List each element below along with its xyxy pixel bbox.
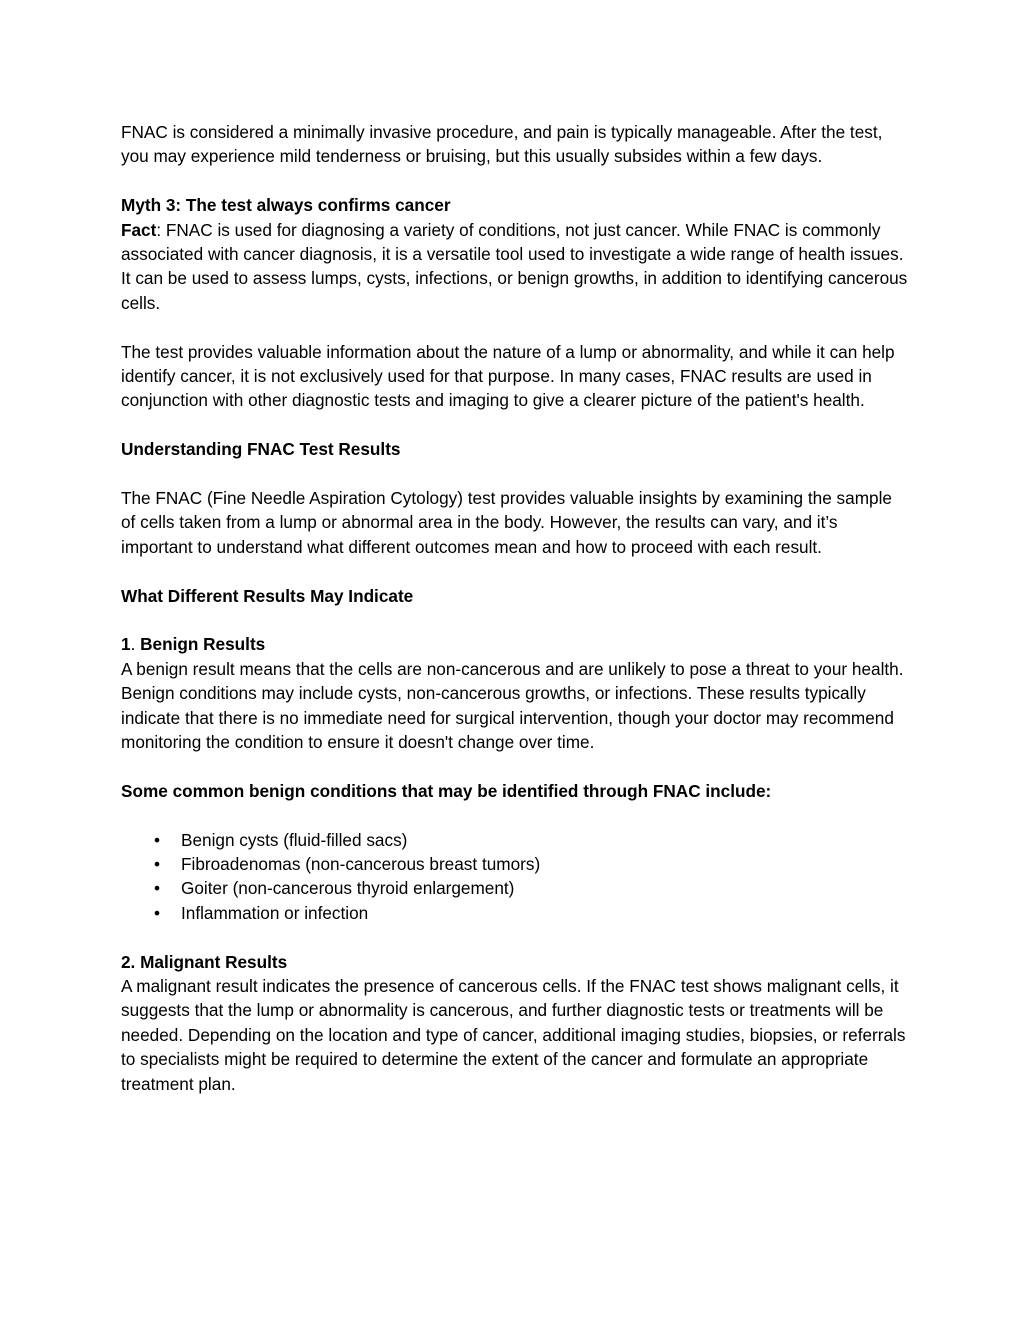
intro-paragraph: FNAC is considered a minimally invasive procedure, and pain is typically manageable. After the test, you may experience mild tenderness or bruising, but this usually subsides within a few days. (121, 122, 883, 167)
list-item: • Fibroadenomas (non-cancerous breast tumors) (181, 852, 911, 876)
malignant-title: 2. Malignant Results (121, 951, 288, 972)
malignant-text: A malignant result indicates the presence of cancerous cells. If the FNAC test shows malignant cells, it suggests that the lump or abnormality is cancerous, and further diagnostic tests or treatments will be needed. Depending on the location and type of cancer, additional imaging studies, biopsies, or referrals to specialists might be required to determine the extent of the cancer and formulate an appropriate treatment plan. (121, 976, 906, 1094)
list-item: • Goiter (non-cancerous thyroid enlargement) (181, 876, 911, 900)
benign-text: A benign result means that the cells are non-cancerous and are unlikely to pose a threat to your health. Benign conditions may include cysts, non-cancerous growths, or infections. These results typically indicate that there is no immediate need for surgical intervention, though your doctor may recommend monitoring the condition to ensure it doesn't change over time. (121, 658, 904, 753)
fact-label: Fact (121, 219, 157, 240)
understanding-heading: Understanding FNAC Test Results (121, 439, 401, 460)
myth3-paragraph: The test provides valuable information about the nature of a lump or abnormality, and while it can help identify cancer, it is not exclusively used for that purpose. In many cases, FNAC results are used in conjunction with other diagnostic tests and imaging to give a clearer picture of the patient's health. (121, 341, 895, 411)
fact-text: : FNAC is used for diagnosing a variety of conditions, not just cancer. While FNAC is commonly associated with cancer diagnosis, it is a versatile tool used to investigate a wide range of health issues. It can be used to assess lumps, cysts, infections, or benign growths, in addition to identifying cancerous cells. (121, 219, 908, 313)
benign-separator: . (130, 634, 141, 655)
understanding-paragraph: The FNAC (Fine Needle Aspiration Cytology) test provides valuable insights by examining the sample of cells taken from a lump or abnormal area in the body. However, the results can vary, and it’s important to understand what different outcomes mean and how to proceed with each result. (121, 488, 892, 557)
list-item: • Benign cysts (fluid-filled sacs) (181, 828, 911, 852)
benign-number: 1 (121, 634, 131, 655)
benign-conditions-list (121, 828, 911, 926)
malignant-section (121, 950, 911, 1096)
benign-title: Benign Results (140, 634, 266, 655)
myth3-title: Myth 3: The test always confirms cancer (121, 195, 451, 216)
benign-list-heading: Some common benign conditions that may be identified through FNAC include: (121, 780, 772, 801)
indicate-heading: What Different Results May Indicate (121, 585, 414, 606)
benign-section (121, 632, 911, 754)
benign-title-line (121, 632, 911, 656)
myth3-section (121, 193, 911, 315)
list-item: • Inflammation or infection (181, 901, 911, 925)
document-page (121, 120, 911, 1121)
